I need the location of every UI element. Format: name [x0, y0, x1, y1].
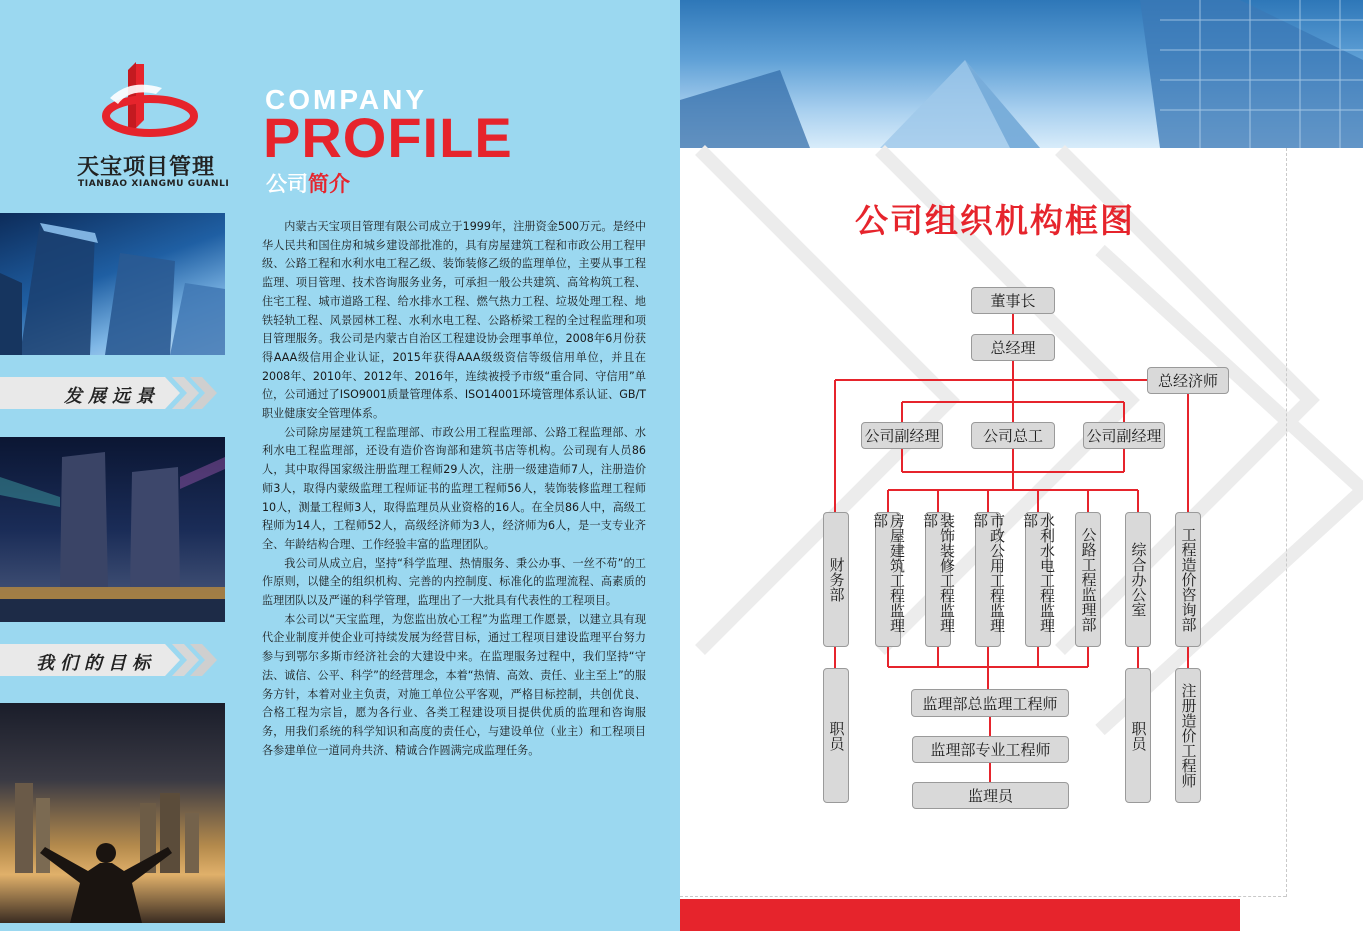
org-dept-housing: 房屋建筑工程监理部 — [875, 512, 901, 647]
org-dept-finance: 财务部 — [823, 512, 849, 647]
subtitle-part-a: 公司 — [266, 172, 308, 196]
org-cost-engineer: 注册造价工程师 — [1175, 668, 1201, 803]
heading-profile: PROFILE — [263, 106, 513, 169]
profile-paragraph-3: 我公司从成立启，坚持“科学监理、热情服务、秉公办事、一丝不苟”的工作原则，以健全的组织机构、完善的内控制度、标准化的监理流程、高素质的监理团队以及严谨的科学管理，监理出了一大批具有代表性的工程项目。 — [262, 556, 646, 608]
bottom-red-bar — [680, 899, 1240, 931]
logo-english-name: TIANBAO XIANGMU GUANLI — [78, 179, 230, 189]
org-chief-supervisor: 监理部总监理工程师 — [911, 689, 1069, 717]
left-page — [0, 0, 680, 931]
org-dept-office: 综合办公室 — [1125, 512, 1151, 647]
night-towers-photo — [0, 437, 225, 622]
org-deputy-manager-left: 公司副经理 — [861, 422, 943, 449]
profile-paragraph-4: 本公司以“天宝监理，为您监出放心工程”为监理工作愿景，以建立具有现代企业制度并使企业可持续发展为经营目标，通过工程项目建设监理平台努力参与到鄂尔多斯市经济社会的大建设中来。在监理服务过程中，我们坚持“守法、诚信、公平、科学”的经营理念，本着“热情、高效、责任、业主至上”的服务方针，本着对业主负责，对施工单位公平客观，严格目标控制，共创优良、合格工程为宗旨，愿为各行业、各类工程建设项目提供优质的监理和咨询服务，用我们系统的科学知识和高度的责任心，与建设单位（业主）和工程项目各参建单位一道同舟共济、精诚合作圆满完成监理任务。 — [262, 612, 646, 757]
page-trim-right — [1286, 148, 1287, 897]
heading-company: COMPANY — [265, 84, 428, 115]
right-page — [680, 0, 1363, 931]
page-trim-bottom — [680, 896, 1286, 897]
vision-banner-text: 发展远景 — [64, 386, 160, 407]
org-dept-municipal: 市政公用工程监理部 — [975, 512, 1001, 647]
org-staff-right: 职员 — [1125, 668, 1151, 803]
org-dept-cost: 工程造价咨询部 — [1175, 512, 1201, 647]
org-general-manager: 总经理 — [971, 334, 1055, 361]
subtitle-part-b: 简介 — [308, 172, 350, 196]
goal-banner-text: 我们的目标 — [36, 653, 156, 674]
org-dept-road: 公路工程监理部 — [1075, 512, 1101, 647]
profile-paragraph-2: 公司除房屋建筑工程监理部、市政公用工程监理部、公路工程监理部、水利水电工程监理部，还设有造价咨询部和建筑书店等机构。公司现有人员86人，其中取得国家级注册监理工程师29人次，注册一级建造师7人，注册造价师3人，取得内蒙级监理工程师证书的监理工程师56人，装饰装修监理工程师10人，测量工程师3人，取得监理员从业资格的16人。在全员86人中，高级工程师为14人，工程师52人，高级经济师为3人，经济师为6人，是一支专业齐全、年龄结构合理、工作经验丰富的监理团队。 — [262, 425, 646, 551]
org-specialist-supervisor: 监理部专业工程师 — [912, 736, 1069, 763]
org-chief-engineer: 公司总工 — [971, 422, 1055, 449]
skyscraper-photo — [0, 213, 225, 355]
company-profile-text — [262, 218, 646, 760]
org-chairman: 董事长 — [971, 287, 1055, 314]
logo-chinese-name: 天宝项目管理 — [77, 155, 216, 180]
org-supervisor: 监理员 — [912, 782, 1069, 809]
org-staff-left: 职员 — [823, 668, 849, 803]
businessman-city-photo — [0, 703, 225, 923]
org-dept-decoration: 装饰装修工程监理部 — [925, 512, 951, 647]
profile-paragraph-1: 内蒙古天宝项目管理有限公司成立于1999年，注册资金500万元。是经中华人民共和国住房和城乡建设部批准的，具有房屋建筑工程和市政公用工程甲级、公路工程和水利水电工程乙级、装饰装修乙级的监理单位，主要从事工程监理、项目管理、技术咨询服务业务，可承担一般公共建筑、高耸构筑工程、住宅工程、城市道路工程、给水排水工程、燃气热力工程、垃圾处理工程、地铁轻轨工程、风景园林工程、水利水电工程、公路桥梁工程的全过程监理和项目管理服务。我公司是内蒙古自治区工程建设协会理事单位，2008年6月份获得AAA级信用企业认证，2015年获得AAA级级资信等级信用单位，并且在2008年、2010年、2012年、2016年，连续被授予市级“重合同、守信用”单位，公司通过了ISO9001质量管理体系、ISO14001环境管理体系认证、GB/T职业健康安全管理体系。 — [262, 220, 646, 421]
org-chart-title: 公司组织机构框图 — [855, 201, 1135, 240]
org-deputy-manager-right: 公司副经理 — [1083, 422, 1165, 449]
org-chief-economist: 总经济师 — [1147, 367, 1229, 394]
heading-subtitle — [266, 168, 350, 198]
org-dept-water: 水利水电工程监理部 — [1025, 512, 1051, 647]
